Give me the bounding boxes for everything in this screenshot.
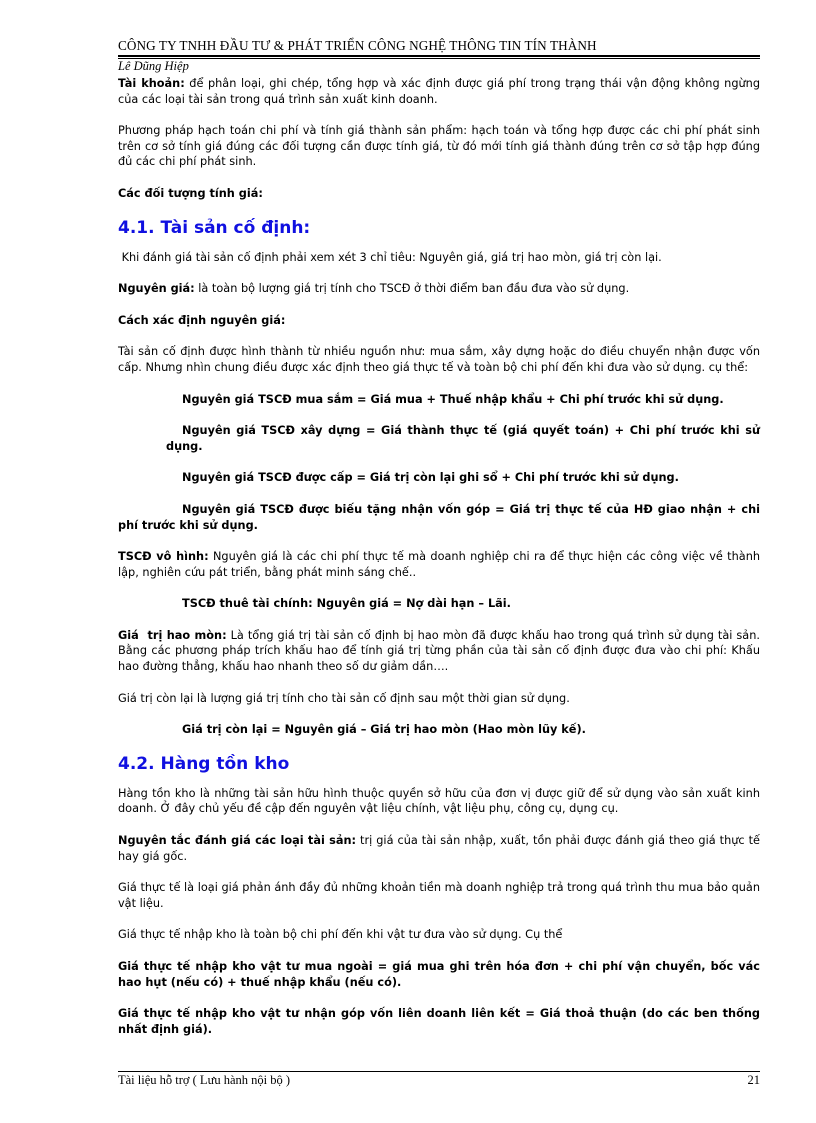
term-nguyen-gia: Nguyên giá: xyxy=(118,282,195,296)
author-name: Lê Dũng Hiệp xyxy=(118,59,189,73)
paragraph-phuong-phap: Phương pháp hạch toán chi phí và tính giá thành sản phẩm: hạch toán và tổng hợp được các chi phí phát sinh trên cơ sở tính giá đúng các đối tượng cần được tính giá, từ đó mới tính giá thành đúng trên cơ sở tập hợp đúng đủ các chi phí phát sinh. xyxy=(118,124,760,169)
footer-rule xyxy=(118,1071,760,1072)
paragraph-nhap-kho: Giá thực tế nhập kho là toàn bộ chi phí đến khi vật tư đưa vào sử dụng. Cụ thể xyxy=(118,928,563,942)
term-hao-mon: Giá trị hao mòn: xyxy=(118,628,227,642)
document-body xyxy=(118,76,760,1053)
section-heading-tai-san-co-dinh: 4.1. Tài sản cố định: xyxy=(118,217,311,238)
page-number: 21 xyxy=(747,1073,760,1087)
formula-thue-tai-chinh: TSCĐ thuê tài chính: Nguyên giá = Nợ dài hạn – Lãi. xyxy=(182,597,511,611)
text-nguyen-gia: là toàn bộ lượng giá trị tính cho TSCĐ ở thời điểm ban đầu đưa vào sử dụng. xyxy=(194,282,630,296)
text-nguyen-tac: trị giá của tài sản nhập, xuất, tồn phải được đánh giá theo giá thực tế hay giá gốc. xyxy=(118,834,760,863)
header-rule-thin xyxy=(118,58,760,59)
paragraph-doi-tuong: Các đối tượng tính giá: xyxy=(118,186,263,200)
formula-con-lai: Giá trị còn lại = Nguyên giá – Giá trị hao mòn (Hao mòn lũy kế). xyxy=(182,723,586,737)
formula-xay-dung: Nguyên giá TSCĐ xây dựng = Giá thành thực tế (giá quyết toán) + Chi phí trước khi sử dụng. xyxy=(166,424,760,453)
term-vo-hinh: TSCĐ vô hình: xyxy=(118,550,209,564)
header-rule-thick xyxy=(118,55,760,57)
text-tai-khoan: để phân loại, ghi chép, tổng hợp và xác định được giá phí trong trạng thái vận động không ngừng của các loại tài sản trong quá trình sản xuất kinh doanh. xyxy=(118,77,760,106)
formula-mua-ngoai: Giá thực tế nhập kho vật tư mua ngoài = giá mua ghi trên hóa đơn + chi phí vận chuyển, bốc vác hao hụt (nếu có) + thuế nhập khẩu (nếu có). xyxy=(118,960,760,989)
formula-bieu-tang: Nguyên giá TSCĐ được biếu tặng nhận vốn góp = Giá trị thực tế của HĐ giao nhận + chi phí trước khi sử dụng. xyxy=(118,502,760,532)
paragraph-tai-khoan xyxy=(118,76,760,107)
text-hao-mon: Là tổng giá trị tài sản cố định bị hao mòn đã được khấu hao trong quá trình sử dụng tài sản. Bằng các phương pháp trích khấu hao để tính giá trị từng phần của tài sản cố định được đưa vào chi phí: Khấu hao đường thẳng, khấu hao nhanh theo số dư giảm dần…. xyxy=(118,628,760,674)
term-nguyen-tac: Nguyên tắc đánh giá các loại tài sản: xyxy=(118,834,357,848)
formula-gop-von: Giá thực tế nhập kho vật tư nhận góp vốn liên doanh liên kết = Giá thoả thuận (do các ben thống nhất định giá). xyxy=(118,1007,760,1036)
company-header: CÔNG TY TNHH ĐẦU TƯ & PHÁT TRIỂN CÔNG NGHỆ THÔNG TIN TÍN THÀNH xyxy=(118,38,597,53)
footer xyxy=(118,1073,760,1088)
paragraph-khi-danh-gia: Khi đánh giá tài sản cố định phải xem xét 3 chỉ tiêu: Nguyên giá, giá trị hao mòn, giá trị còn lại. xyxy=(118,250,662,264)
paragraph-hinh-thanh: Tài sản cố định được hình thành từ nhiều nguồn như: mua sắm, xây dựng hoặc do điều chuyển nhận được vốn cấp. Nhưng nhìn chung điều được xác định theo giá thực tế và toàn bộ chi phí đến khi đưa vào sử dụng. cụ thể: xyxy=(118,345,760,374)
formula-mua-sam: Nguyên giá TSCĐ mua sắm = Giá mua + Thuế nhập khẩu + Chi phí trước khi sử dụng. xyxy=(182,392,724,406)
footer-label: Tài liệu hỗ trợ ( Lưu hành nội bộ ) xyxy=(118,1073,291,1087)
formula-duoc-cap: Nguyên giá TSCĐ được cấp = Giá trị còn lại ghi sổ + Chi phí trước khi sử dụng. xyxy=(182,471,679,485)
paragraph-con-lai: Giá trị còn lại là lượng giá trị tính cho tài sản cố định sau một thời gian sử dụng. xyxy=(118,691,570,705)
paragraph-hang-ton-kho: Hàng tồn kho là những tài sản hữu hình thuộc quyền sở hữu của đơn vị được giữ để sử dụng vào sản xuất kinh doanh. Ở đây chủ yếu đề cập đến nguyên vật liệu chính, vật liệu phụ, công cụ, dụng cụ. xyxy=(118,786,760,816)
paragraph-nguyen-tac xyxy=(118,833,760,864)
paragraph-nguyen-gia xyxy=(118,281,760,297)
paragraph-gia-thuc-te: Giá thực tế là loại giá phản ánh đầy đủ những khoản tiền mà doanh nghiệp trả trong quá trình thu mua bảo quản vật liệu. xyxy=(118,881,760,910)
paragraph-cach-xac-dinh: Cách xác định nguyên giá: xyxy=(118,313,286,327)
text-vo-hinh: Nguyên giá là các chi phí thực tế mà doanh nghiệp chi ra để thực hiện các công việc về thành lập, nghiên cứu pát triển, bằng phát minh sáng chế.. xyxy=(118,550,761,579)
paragraph-hao-mon xyxy=(118,628,760,675)
term-tai-khoan: Tài khoản: xyxy=(118,77,185,90)
paragraph-vo-hinh xyxy=(118,549,760,580)
section-heading-hang-ton-kho: 4.2. Hàng tồn kho xyxy=(118,753,290,774)
